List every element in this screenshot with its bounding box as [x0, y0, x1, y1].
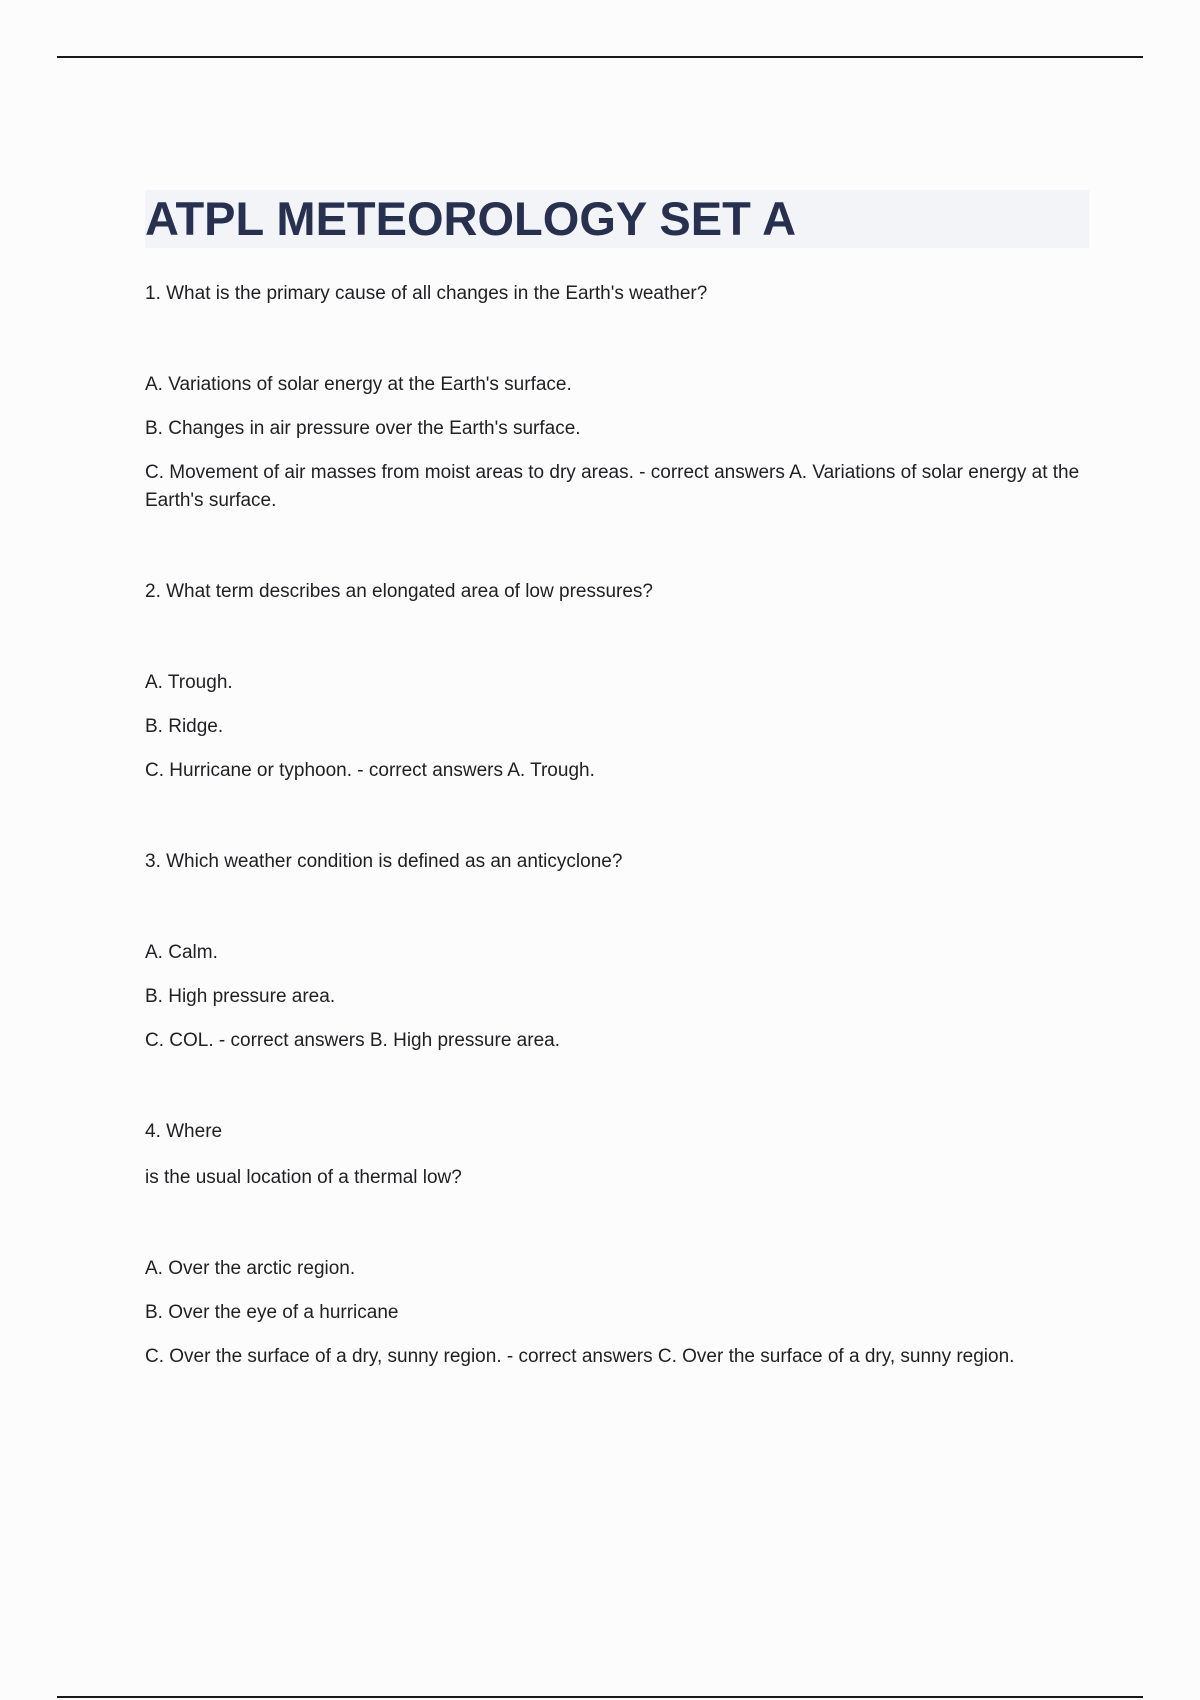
option-a: A. Over the arctic region.: [145, 1258, 356, 1279]
option-a: A. Trough.: [145, 672, 233, 693]
option-b: B. High pressure area.: [145, 986, 336, 1007]
question-text-line-1: 4. Where: [145, 1121, 223, 1142]
option-b: B. Over the eye of a hurricane: [145, 1302, 399, 1323]
title-band: [145, 190, 1089, 248]
question-4: [145, 1118, 1089, 1371]
bottom-rule: [57, 1696, 1143, 1698]
question-2: [145, 578, 1089, 785]
option-b: B. Ridge.: [145, 716, 224, 737]
question-text: 2. What term describes an elongated area of low pressures?: [145, 581, 653, 602]
question-text: 3. Which weather condition is defined as an anticyclone?: [145, 851, 623, 872]
question-3: [145, 848, 1089, 1055]
option-b: B. Changes in air pressure over the Earth's surface.: [145, 418, 581, 439]
option-a: A. Variations of solar energy at the Earth's surface.: [145, 374, 572, 395]
question-text: 1. What is the primary cause of all changes in the Earth's weather?: [145, 283, 708, 304]
option-c-with-answer: C. Movement of air masses from moist areas to dry areas. - correct answers A. Variations of solar energy at the Earth's surface.: [145, 462, 1080, 511]
page-title: ATPL METEOROLOGY SET A: [145, 192, 797, 245]
option-c-with-answer: C. Over the surface of a dry, sunny region. - correct answers C. Over the surface of a dry, sunny region.: [145, 1346, 1015, 1367]
question-text-line-2: is the usual location of a thermal low?: [145, 1167, 462, 1188]
option-a: A. Calm.: [145, 942, 218, 963]
question-1: [145, 280, 1089, 515]
option-c-with-answer: C. Hurricane or typhoon. - correct answers A. Trough.: [145, 760, 595, 781]
option-c-with-answer: C. COL. - correct answers B. High pressure area.: [145, 1030, 560, 1051]
top-rule: [57, 56, 1143, 58]
document-body: [145, 190, 1089, 1387]
